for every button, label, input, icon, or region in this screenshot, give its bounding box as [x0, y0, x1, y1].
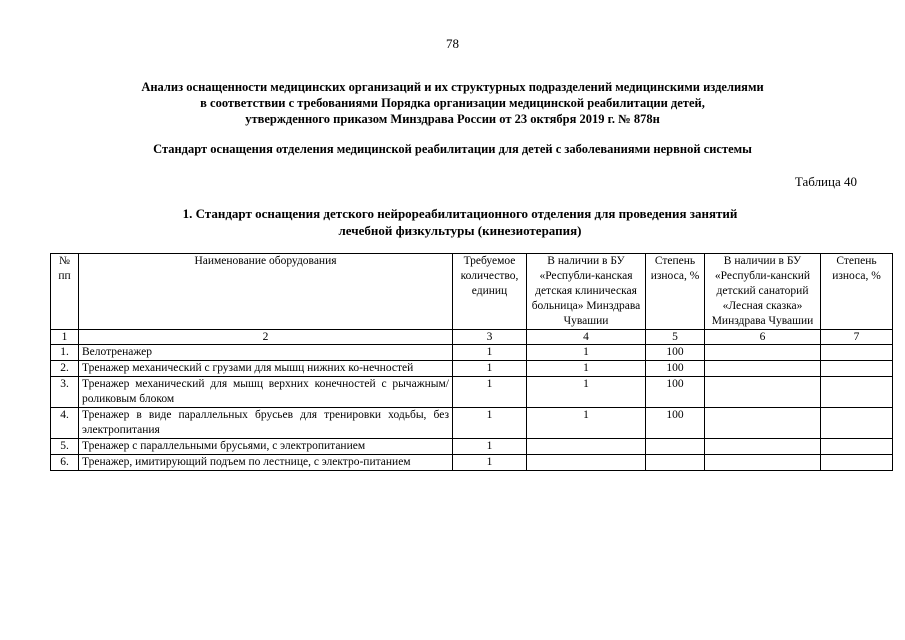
- table-row: [51, 455, 893, 471]
- row-num: 3.: [51, 377, 79, 408]
- table-row: [51, 361, 893, 377]
- header-num: № пп: [51, 254, 79, 330]
- main-heading-line-3: утвержденного приказом Минздрава России от 23 октября 2019 г. № 878н: [245, 112, 660, 126]
- row-num: 2.: [51, 361, 79, 377]
- standard-title: Стандарт оснащения отделения медицинской реабилитации для детей с заболеваниями нервной системы: [153, 142, 752, 156]
- row-required: 1: [453, 361, 527, 377]
- header-wear-hospital: Степень износа, %: [646, 254, 705, 330]
- row-num: 1.: [51, 345, 79, 361]
- row-avail-sanatorium: [705, 361, 821, 377]
- header-wear-sanatorium: Степень износа, %: [821, 254, 893, 330]
- table-row: [51, 377, 893, 408]
- column-number-row: [51, 330, 893, 345]
- row-avail-sanatorium: [705, 408, 821, 439]
- header-avail-hospital: В наличии в БУ «Республи-канская детская клиническая больница» Минздрава Чувашии: [527, 254, 646, 330]
- row-required: 1: [453, 408, 527, 439]
- row-name: Тренажер, имитирующий подъем по лестнице, с электро-питанием: [79, 455, 453, 471]
- row-wear-sanatorium: [821, 408, 893, 439]
- equipment-table: [50, 253, 893, 471]
- row-num: 4.: [51, 408, 79, 439]
- row-avail-sanatorium: [705, 377, 821, 408]
- row-wear-sanatorium: [821, 455, 893, 471]
- section-title-line-2: лечебной физкультуры (кинезиотерапия): [338, 223, 582, 238]
- row-wear-hospital: [646, 439, 705, 455]
- row-avail-hospital: 1: [527, 361, 646, 377]
- main-heading: [60, 79, 845, 127]
- row-name: Тренажер механический с грузами для мышц нижних ко-нечностей: [79, 361, 453, 377]
- row-avail-hospital: 1: [527, 408, 646, 439]
- page-number: 78: [446, 36, 459, 51]
- row-wear-sanatorium: [821, 345, 893, 361]
- table-row: [51, 408, 893, 439]
- row-wear-hospital: 100: [646, 361, 705, 377]
- row-wear-hospital: 100: [646, 345, 705, 361]
- row-avail-sanatorium: [705, 439, 821, 455]
- row-wear-hospital: 100: [646, 408, 705, 439]
- table-header-row: [51, 254, 893, 330]
- column-number: 5: [646, 330, 705, 345]
- row-avail-hospital: 1: [527, 377, 646, 408]
- header-name: Наименование оборудования: [79, 254, 453, 330]
- main-heading-line-2: в соответствии с требованиями Порядка организации медицинской реабилитации детей,: [200, 96, 705, 110]
- section-title-line-1: 1. Стандарт оснащения детского нейрореабилитационного отделения для проведения занятий: [182, 206, 738, 221]
- row-required: 1: [453, 345, 527, 361]
- row-name: Тренажер с параллельными брусьями, с электропитанием: [79, 439, 453, 455]
- row-name: Тренажер механический для мышц верхних конечностей с рычажным/роликовым блоком: [79, 377, 453, 408]
- column-number: 7: [821, 330, 893, 345]
- section-title: [110, 205, 810, 239]
- row-wear-sanatorium: [821, 377, 893, 408]
- row-avail-hospital: [527, 439, 646, 455]
- header-avail-sanatorium: В наличии в БУ «Республи-канский детский санаторий «Лесная сказка» Минздрава Чувашии: [705, 254, 821, 330]
- row-num: 6.: [51, 455, 79, 471]
- row-required: 1: [453, 455, 527, 471]
- row-num: 5.: [51, 439, 79, 455]
- table-row: [51, 345, 893, 361]
- row-wear-sanatorium: [821, 439, 893, 455]
- row-avail-sanatorium: [705, 455, 821, 471]
- row-avail-hospital: [527, 455, 646, 471]
- main-heading-line-1: Анализ оснащенности медицинских организаций и их структурных подразделений медицинскими изделиями: [141, 80, 764, 94]
- column-number: 1: [51, 330, 79, 345]
- row-name: Велотренажер: [79, 345, 453, 361]
- column-number: 3: [453, 330, 527, 345]
- row-required: 1: [453, 377, 527, 408]
- row-avail-sanatorium: [705, 345, 821, 361]
- row-wear-hospital: [646, 455, 705, 471]
- row-required: 1: [453, 439, 527, 455]
- table-row: [51, 439, 893, 455]
- row-avail-hospital: 1: [527, 345, 646, 361]
- column-number: 6: [705, 330, 821, 345]
- column-number: 2: [79, 330, 453, 345]
- row-name: Тренажер в виде параллельных брусьев для тренировки ходьбы, без электропитания: [79, 408, 453, 439]
- header-required: Требуемое количество, единиц: [453, 254, 527, 330]
- row-wear-hospital: 100: [646, 377, 705, 408]
- column-number: 4: [527, 330, 646, 345]
- table-caption: Таблица 40: [794, 174, 857, 189]
- row-wear-sanatorium: [821, 361, 893, 377]
